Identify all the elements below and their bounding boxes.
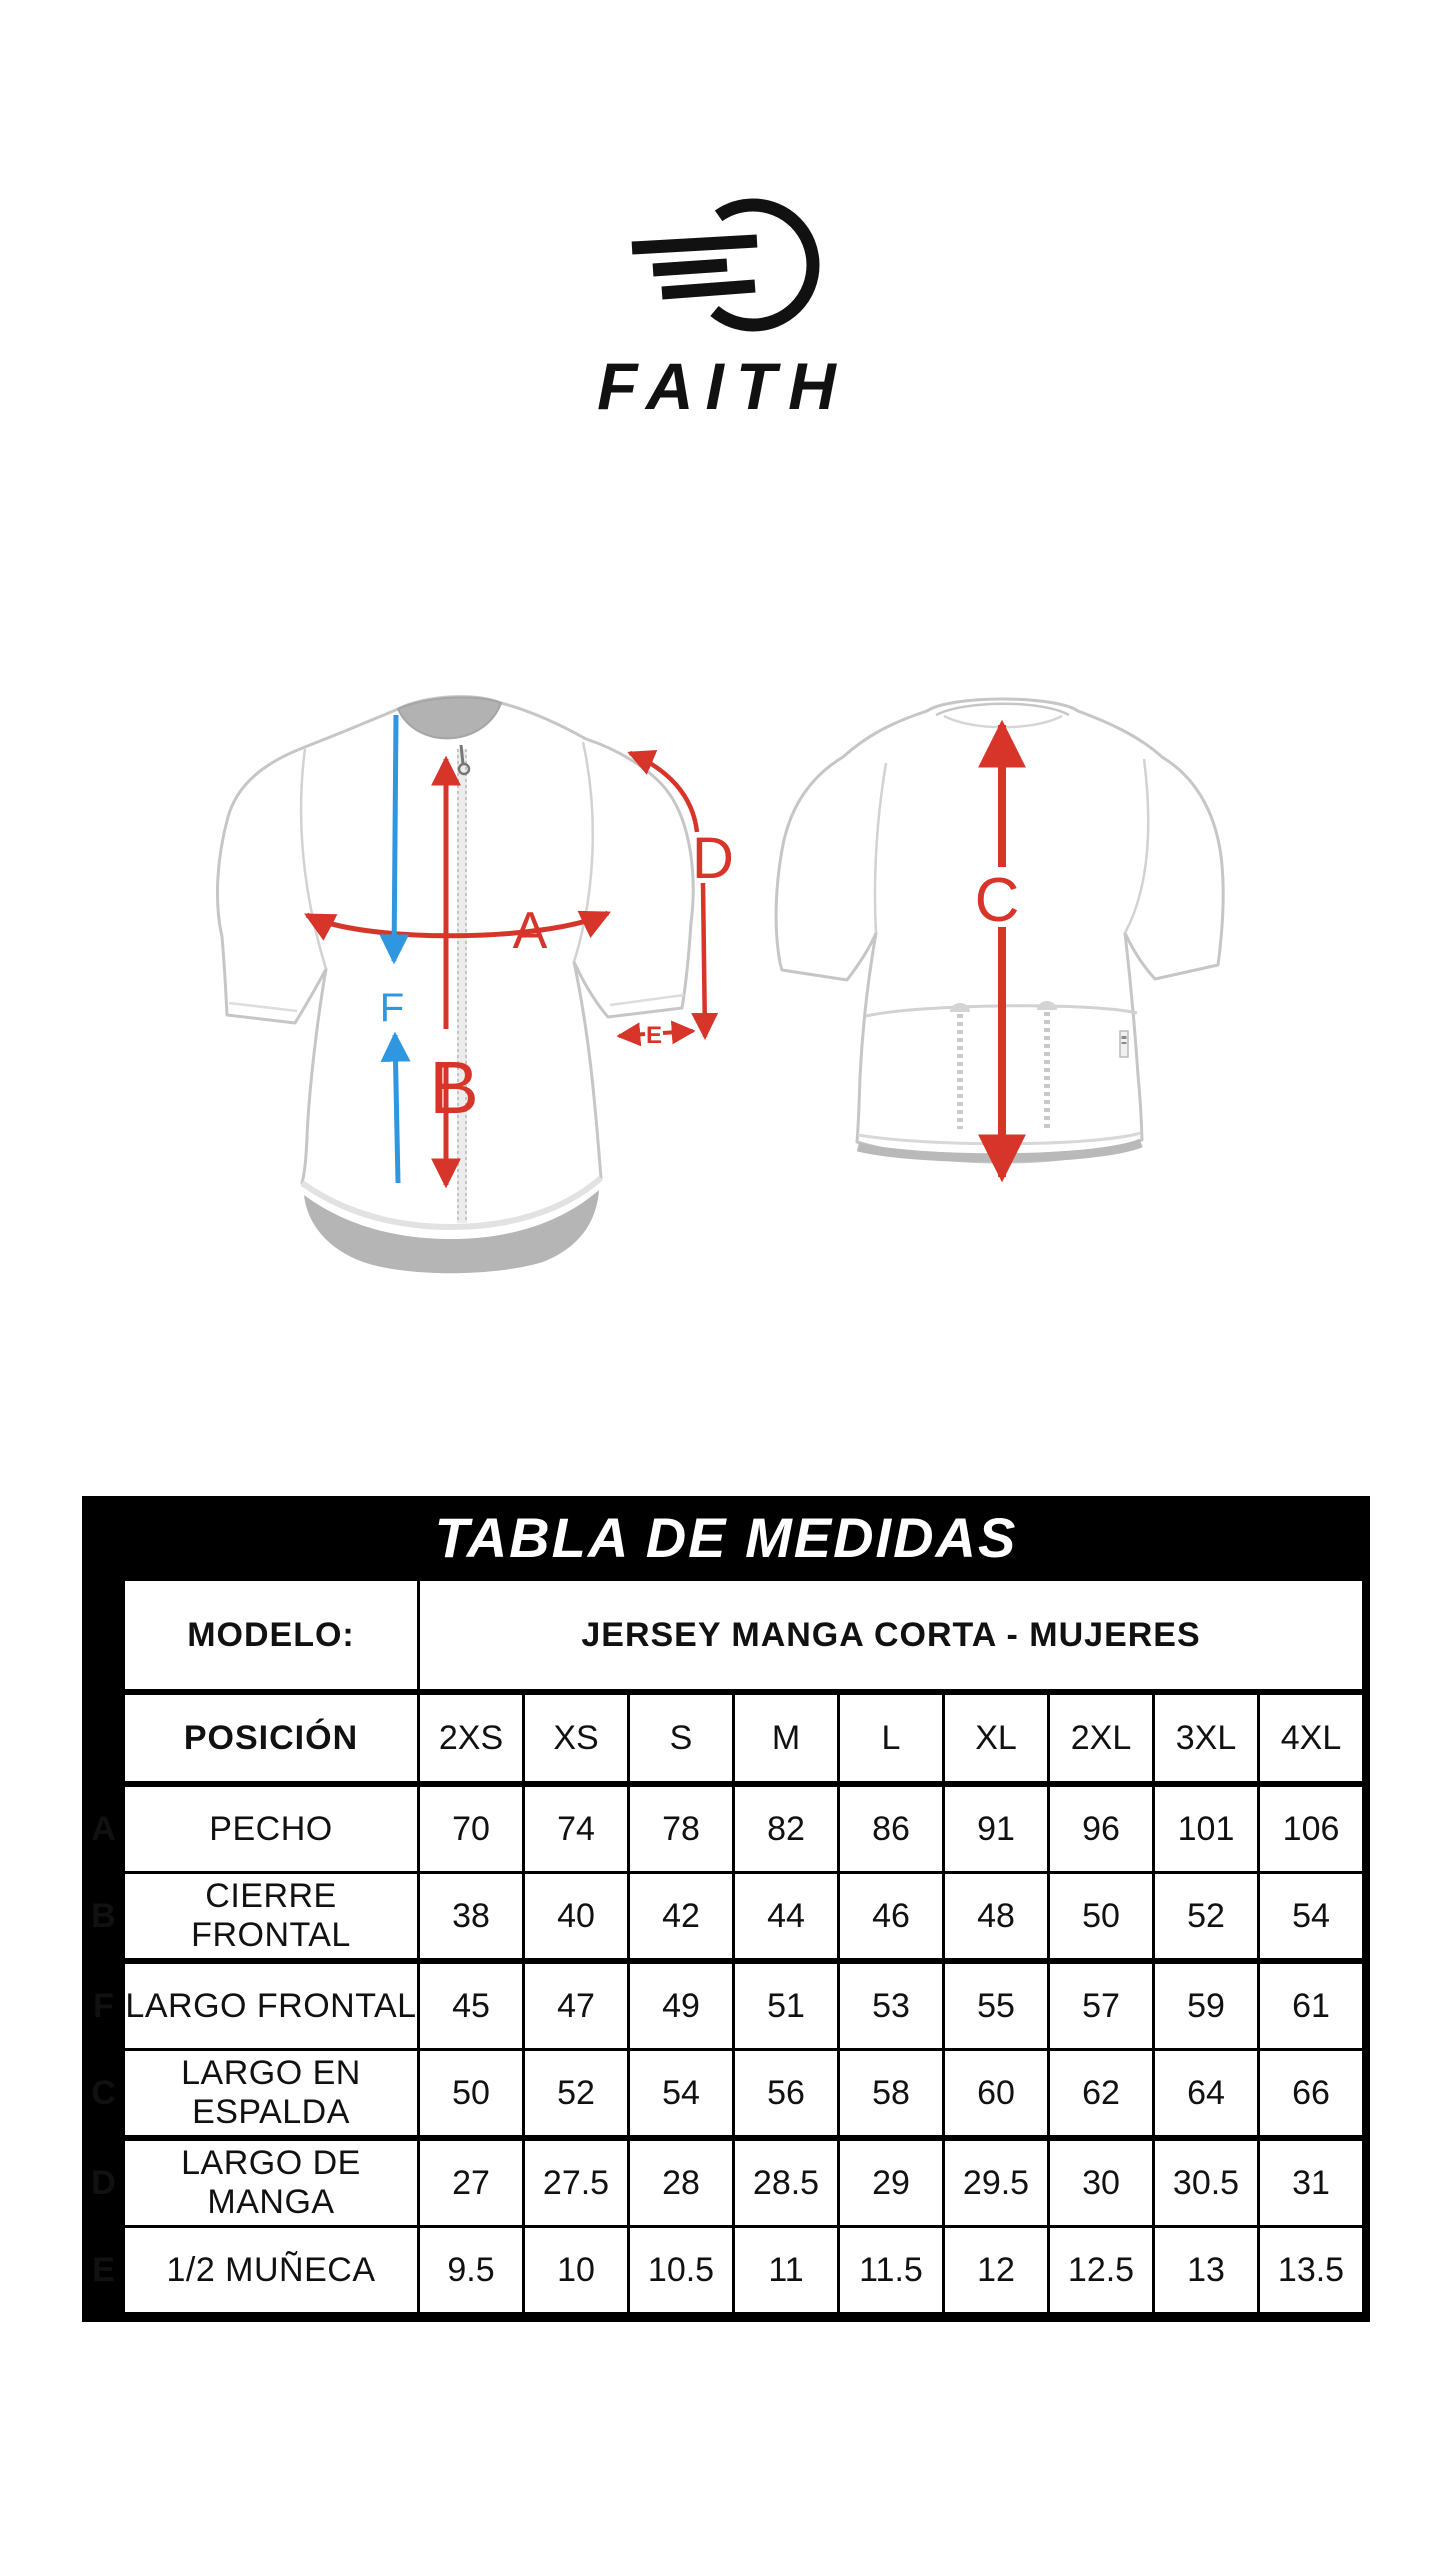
row-letter-cell <box>84 1692 124 1784</box>
measure-row-largo-frontal <box>84 1961 1364 2050</box>
value-cell: 27 <box>419 2138 524 2227</box>
value-cell: 44 <box>734 1873 839 1962</box>
value-cell: 52 <box>1154 1873 1259 1962</box>
value-cell: 13 <box>1154 2227 1259 2314</box>
value-cell: 57 <box>1049 1961 1154 2050</box>
size-cell: L <box>839 1692 944 1784</box>
value-cell: 78 <box>629 1784 734 1873</box>
row-label: LARGO EN ESPALDA <box>124 2050 419 2139</box>
value-cell: 59 <box>1154 1961 1259 2050</box>
row-letter: F <box>84 1961 124 2050</box>
value-cell: 96 <box>1049 1784 1154 1873</box>
value-cell: 9.5 <box>419 2227 524 2314</box>
value-cell: 11 <box>734 2227 839 2314</box>
value-cell: 106 <box>1259 1784 1364 1873</box>
row-letter: C <box>84 2050 124 2139</box>
model-value: JERSEY MANGA CORTA - MUJERES <box>419 1580 1364 1693</box>
value-cell: 31 <box>1259 2138 1364 2227</box>
value-cell: 12 <box>944 2227 1049 2314</box>
measure-label-c: C <box>974 866 1020 935</box>
value-cell: 40 <box>524 1873 629 1962</box>
brand-name: FAITH <box>597 349 848 423</box>
value-cell: 30.5 <box>1154 2138 1259 2227</box>
back-jersey-diagram <box>770 685 1260 1280</box>
value-cell: 10.5 <box>629 2227 734 2314</box>
value-cell: 51 <box>734 1961 839 2050</box>
position-label: POSICIÓN <box>124 1692 419 1784</box>
value-cell: 50 <box>419 2050 524 2139</box>
size-cell: 2XS <box>419 1692 524 1784</box>
measure-row-muneca <box>84 2227 1364 2314</box>
value-cell: 30 <box>1049 2138 1154 2227</box>
model-row <box>84 1580 1364 1693</box>
value-cell: 58 <box>839 2050 944 2139</box>
logo-speed-line-top <box>632 241 757 248</box>
value-cell: 66 <box>1259 2050 1364 2139</box>
value-cell: 74 <box>524 1784 629 1873</box>
value-cell: 10 <box>524 2227 629 2314</box>
value-cell: 55 <box>944 1961 1049 2050</box>
measure-label-e: E <box>645 1022 663 1049</box>
row-label: PECHO <box>124 1784 419 1873</box>
size-cell: XS <box>524 1692 629 1784</box>
value-cell: 52 <box>524 2050 629 2139</box>
value-cell: 56 <box>734 2050 839 2139</box>
front-jersey-diagram <box>145 685 745 1300</box>
row-letter: E <box>84 2227 124 2314</box>
row-letter-cell <box>84 1580 124 1693</box>
value-cell: 91 <box>944 1784 1049 1873</box>
size-table-frame <box>82 1496 1370 2322</box>
value-cell: 62 <box>1049 2050 1154 2139</box>
value-cell: 29.5 <box>944 2138 1049 2227</box>
measure-label-d: D <box>692 826 734 891</box>
size-cell: XL <box>944 1692 1049 1784</box>
row-label: LARGO DE MANGA <box>124 2138 419 2227</box>
measure-row-cierre-frontal <box>84 1873 1364 1962</box>
front-jersey-outline <box>217 697 693 1274</box>
value-cell: 28.5 <box>734 2138 839 2227</box>
value-cell: 29 <box>839 2138 944 2227</box>
measure-row-pecho <box>84 1784 1364 1873</box>
size-cell: 3XL <box>1154 1692 1259 1784</box>
size-header-row <box>84 1692 1364 1784</box>
size-table-title: TABLA DE MEDIDAS <box>434 1505 1018 1569</box>
row-letter: D <box>84 2138 124 2227</box>
measure-label-f: F <box>379 986 405 1030</box>
value-cell: 12.5 <box>1049 2227 1154 2314</box>
size-cell: M <box>734 1692 839 1784</box>
value-cell: 28 <box>629 2138 734 2227</box>
measure-row-largo-espalda <box>84 2050 1364 2139</box>
value-cell: 45 <box>419 1961 524 2050</box>
value-cell: 13.5 <box>1259 2227 1364 2314</box>
row-label: CIERRE FRONTAL <box>124 1873 419 1962</box>
value-cell: 54 <box>1259 1873 1364 1962</box>
size-cell: 2XL <box>1049 1692 1154 1784</box>
value-cell: 50 <box>1049 1873 1154 1962</box>
measure-label-a: A <box>512 902 548 960</box>
value-cell: 101 <box>1154 1784 1259 1873</box>
value-cell: 38 <box>419 1873 524 1962</box>
size-cell: 4XL <box>1259 1692 1364 1784</box>
value-cell: 61 <box>1259 1961 1364 2050</box>
size-cell: S <box>629 1692 734 1784</box>
row-letter: A <box>84 1784 124 1873</box>
value-cell: 11.5 <box>839 2227 944 2314</box>
value-cell: 42 <box>629 1873 734 1962</box>
value-cell: 70 <box>419 1784 524 1873</box>
row-label: 1/2 MUÑECA <box>124 2227 419 2314</box>
brand-logo-icon <box>620 190 830 340</box>
value-cell: 46 <box>839 1873 944 1962</box>
value-cell: 60 <box>944 2050 1049 2139</box>
measure-label-b: B <box>429 1046 479 1129</box>
row-label: LARGO FRONTAL <box>124 1961 419 2050</box>
measure-arrow-e <box>619 1022 693 1049</box>
value-cell: 47 <box>524 1961 629 2050</box>
value-cell: 86 <box>839 1784 944 1873</box>
value-cell: 27.5 <box>524 2138 629 2227</box>
value-cell: 64 <box>1154 2050 1259 2139</box>
model-label: MODELO: <box>124 1580 419 1693</box>
logo-speed-line-bottom <box>662 286 755 293</box>
logo-speed-line-middle <box>653 265 727 270</box>
size-table <box>82 1578 1365 2315</box>
row-letter: B <box>84 1873 124 1962</box>
value-cell: 54 <box>629 2050 734 2139</box>
value-cell: 48 <box>944 1873 1049 1962</box>
value-cell: 49 <box>629 1961 734 2050</box>
value-cell: 53 <box>839 1961 944 2050</box>
value-cell: 82 <box>734 1784 839 1873</box>
measure-row-largo-manga <box>84 2138 1364 2227</box>
